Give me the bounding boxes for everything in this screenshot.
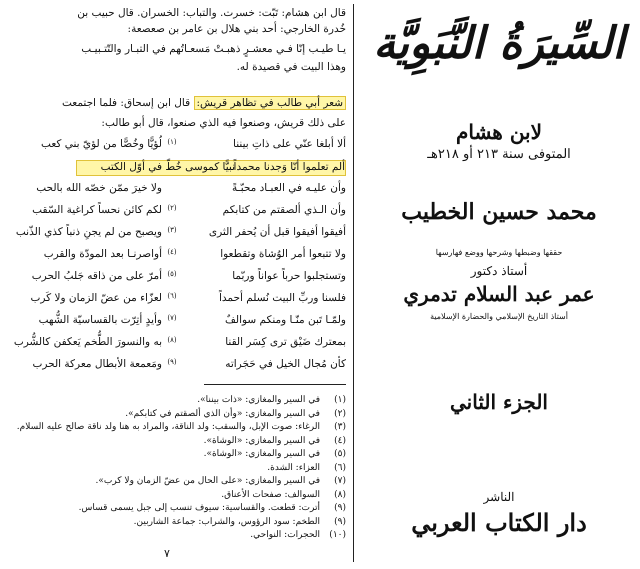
- footnote-text: في السير والمغازي: «ذات بيننا».: [197, 395, 320, 405]
- verse-line: [4, 336, 346, 350]
- footnote-marker: (٢): [167, 204, 177, 212]
- verse-second-half: لُؤيًّا وخُصًّا من لؤيّ بني كعب: [41, 138, 162, 150]
- text-line: قال ابن هشام: تَبّت: خسرت. والتباب: الخسران. قال حبيب بن: [77, 7, 346, 19]
- footnote: [84, 475, 346, 487]
- verse-first-half: ولمّـا تَبن منّـا ومنكم سوالفٌ: [225, 314, 346, 326]
- footnote-text: الرغاء: صوت الإبل، والسقب: ولد الناقة، والمراد به هنا ولد ناقة صالح عليه السلام.: [16, 422, 320, 432]
- footnote-text: الطخم: سود الرؤوس، والشراب: جماعة الشاربين.: [133, 516, 320, 527]
- verse-line: [4, 292, 346, 306]
- title-page: [360, 2, 638, 567]
- verse-first-half: ولا تتبعوا أمر الوُشاة وتقطعوا: [220, 248, 346, 260]
- section-heading: [4, 96, 346, 110]
- footnote-text: في السير والمغازي: «الوشاة».: [203, 449, 320, 459]
- page-number: ٧: [164, 547, 170, 560]
- verse-first-half: وتستجلبوا حرباً عواناً وربّما: [232, 270, 346, 282]
- verse-line: [4, 248, 346, 262]
- verse-line: [4, 138, 346, 152]
- footnote: [84, 516, 346, 528]
- footnote: [84, 435, 346, 447]
- text-line: يـا طيـب إنّا فـي معشـرٍ ذهبـتْ مَسعـاتُهم في التبـار والتّتـبيـب: [81, 43, 346, 55]
- footnote-number: (١٠): [329, 530, 346, 540]
- footnote-text: أترت: قطعت. والقساسية: سيوف تنسب إلى جبل يسمى قساس.: [78, 503, 320, 513]
- highlighted-heading: شعر أبي طالب في تظاهر قريش:: [194, 96, 347, 110]
- footnote-text: السوالف: صفحات الأعناق.: [221, 489, 320, 500]
- verse-first-half: فلسنا وربِّ البيت نُسلم أحمداً: [218, 292, 346, 304]
- verse-line: [4, 226, 346, 240]
- footnote-text: في السير والمغازي: «على الحال من عضّ الزمان ولا كرب».: [95, 476, 320, 486]
- verse-line: [4, 204, 346, 218]
- publisher-label: الناشر: [483, 490, 515, 504]
- verse-first-half: ألم تعلموا أنّا وَجدنا محمداً: [233, 161, 345, 173]
- book-title: السِّيرَةُ النَّبَوِيَّة: [373, 18, 625, 69]
- footnote-text: الحجرات: النواحي.: [250, 530, 320, 540]
- verse-second-half: ويصبح من لم يجنِ ذنباً كذي الذّنب: [15, 226, 162, 238]
- footnote: [84, 448, 346, 460]
- verse-second-half: أمرّ على من ذاقه جَلبُ الحرب: [31, 270, 162, 282]
- footnote-number: (٦): [334, 462, 346, 473]
- footnote: [78, 502, 346, 514]
- footnote-number: (٨): [334, 489, 346, 500]
- author-line: لابن هشام: [455, 120, 543, 144]
- footnote: [16, 421, 346, 433]
- verse-second-half: لعزّاء من عضّ الزمان ولا كَرب: [30, 292, 162, 304]
- editor-description: حققها وضبطها وشرحها ووضع فهارسها: [435, 248, 563, 257]
- footnote: [84, 394, 346, 406]
- verse-line: [4, 314, 346, 328]
- footnote: [84, 529, 346, 541]
- highlighted-verse-line: [76, 160, 346, 176]
- verse-first-half: وأن عليـه في العبـاد محبّـةً: [231, 182, 346, 194]
- verse-first-half: بمعترك ضَيْق ترى كِسَر القنا: [225, 336, 346, 348]
- verse-line: [4, 358, 346, 372]
- verse-second-half: لكم كائن نحساً كراغية السّقب: [32, 204, 162, 216]
- text-line: وهذا البيت في قصيدة له.: [236, 61, 346, 73]
- heading-rest: قال ابن إسحاق: فلما اجتمعت: [61, 97, 194, 109]
- editor-name: محمد حسين الخطيب: [401, 199, 597, 225]
- footnote-number: (١): [334, 395, 346, 405]
- footnote-text: في السير والمغازي: «وأن الذي ألصقتم في كتابكم».: [125, 408, 320, 419]
- verse-line: [4, 270, 346, 284]
- volume-label: الجزء الثاني: [450, 390, 548, 414]
- footnote-number: (٧): [334, 476, 346, 486]
- footnote-marker: (٦): [167, 292, 177, 300]
- footnote-marker: (١): [167, 138, 177, 146]
- second-editor-description: أستاذ التاريخ الإسلامي والحضارة الإسلامية: [430, 312, 568, 321]
- footnote: [84, 489, 346, 501]
- professor-label: أستاذ دكتور: [470, 264, 528, 278]
- footnote-marker: (٣): [167, 226, 177, 234]
- footnote-number: (٣): [334, 422, 346, 432]
- verse-second-half: ومَعمعة الأبطال معركة الحرب: [32, 358, 162, 370]
- footnote-number: (٩): [334, 516, 346, 527]
- footnote: [84, 462, 346, 474]
- footnote-text: في السير والمغازي: «الوشاة».: [203, 435, 320, 446]
- footnote-separator: [204, 384, 346, 385]
- verse-second-half: به والنسورَ الطُّخم يَعكفن كالشُّرب: [13, 336, 162, 348]
- text-line: خُدرة الخارجي: أحد بني هلال بن عامر بن صعصعة:: [127, 23, 346, 35]
- verse-first-half: كأن مُجال الخيل في حَجَراته: [225, 358, 346, 370]
- verse-line: [4, 182, 346, 196]
- footnote-marker: (٩): [167, 358, 177, 366]
- verse-first-half: وأن الـذي ألصقتم من كتابكم: [222, 204, 346, 216]
- author-death-date: المتوفى سنة ٢١٣ أو ٢١٨هـ: [427, 147, 571, 162]
- verse-second-half: ولا خيرَ ممّن خصّه الله بالحب: [36, 182, 162, 194]
- verse-first-half: ألا أبلغا عنّي على ذاتِ بيننا: [233, 138, 346, 150]
- left-page: [4, 2, 346, 567]
- footnote-marker: (٧): [167, 314, 177, 322]
- verse-first-half: أفيقوا أفيقوا قبل أن يُحفر الثرى: [208, 226, 346, 238]
- text-line: على ذلك قريش، وصنعوا فيه الذي صنعوا، قال أبو طالب:: [101, 117, 346, 129]
- verse-second-half: أواصرنـا بعد المودّة والقرب: [43, 248, 162, 260]
- footnote: [84, 408, 346, 420]
- verse-second-half: نبيًّا كموسى خُطّ في أوّل الكتب: [100, 161, 235, 173]
- footnote-marker: (٨): [167, 336, 177, 344]
- footnote-number: (٥): [334, 449, 346, 459]
- footnote-number: (٢): [334, 408, 346, 419]
- publisher-name: دار الكتاب العربي: [411, 508, 587, 537]
- footnote-text: العزاء: الشدة.: [267, 462, 320, 473]
- footnote-marker: (٤): [167, 248, 177, 256]
- verse-second-half: وأيدٍ أتِرّت بالقساسيّة الشُّهب: [38, 314, 162, 326]
- page-divider: [353, 4, 354, 562]
- second-editor-name: عمر عبد السلام تدمري: [403, 282, 595, 306]
- footnote-number: (٩): [334, 503, 346, 513]
- footnote-number: (٤): [334, 435, 346, 446]
- footnote-marker: (٥): [167, 270, 177, 278]
